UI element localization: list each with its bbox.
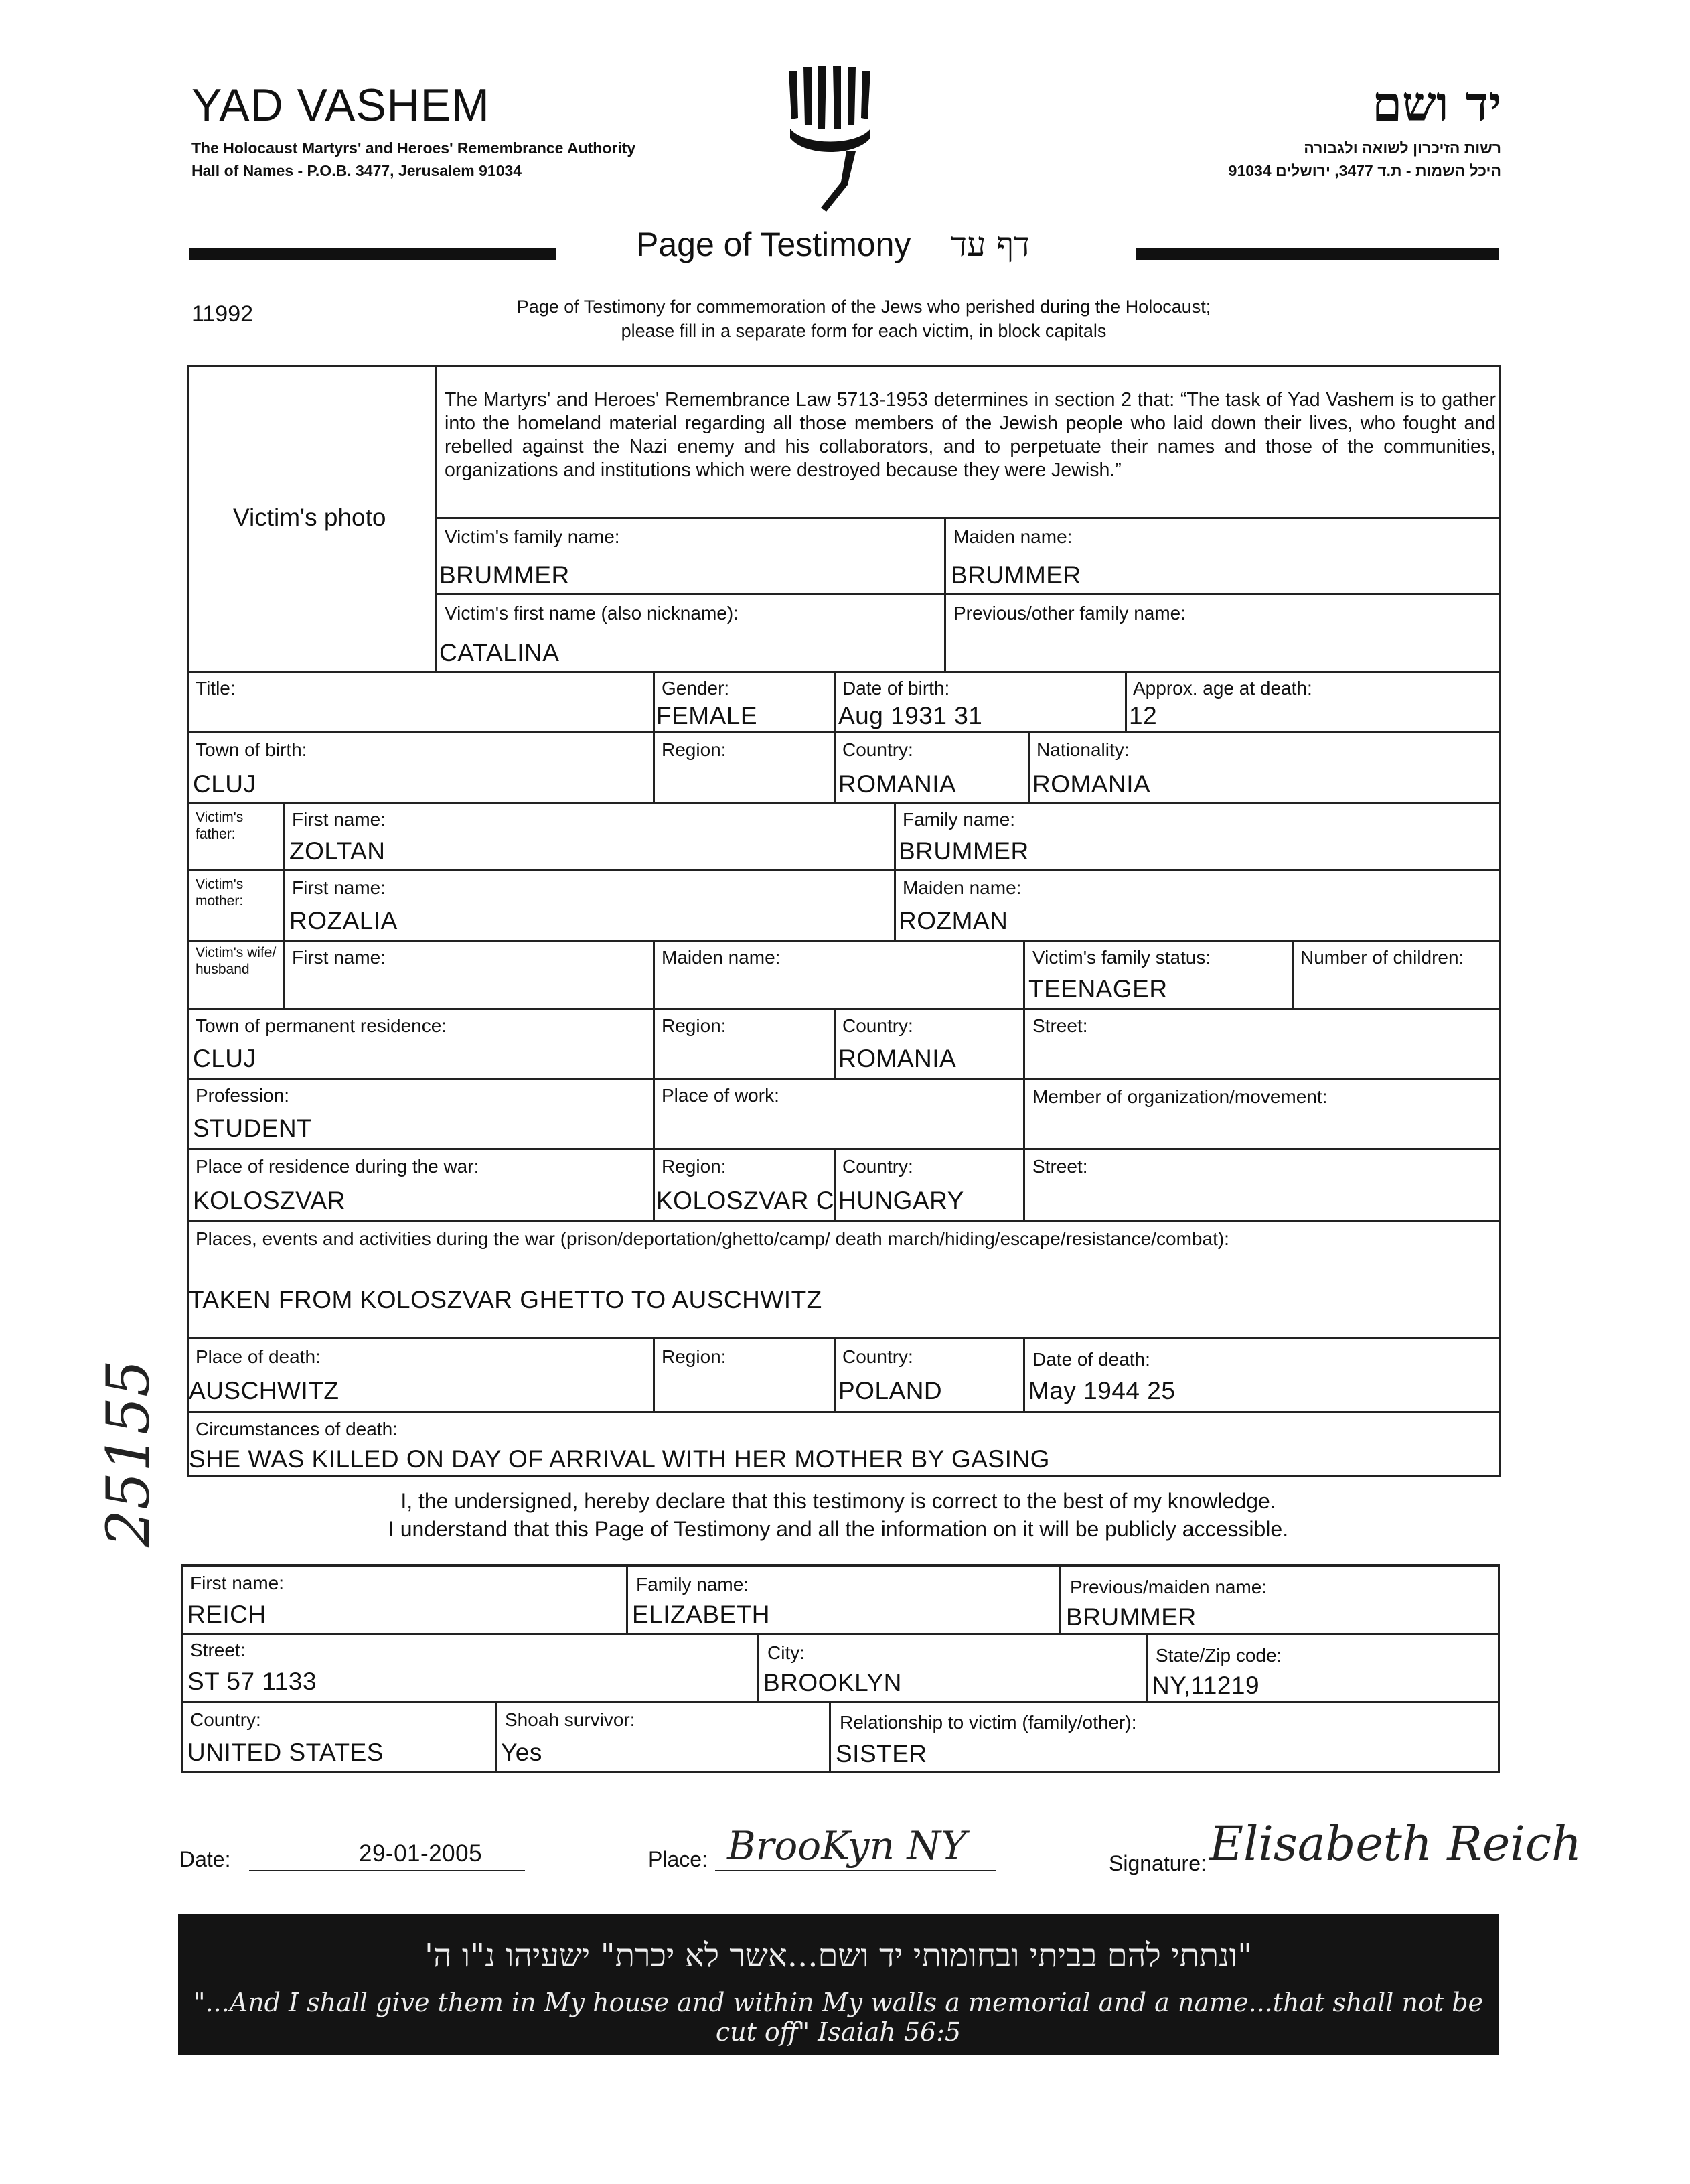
- law-text: The Martyrs' and Heroes' Remembrance Law 5713-1953 determines in section 2 that: “The task of Yad Vashem is to gather into the homeland material regarding all those members of the Jewish people who laid down their lives, who fought and rebelled against the Nazi enemy and his collaborators, and to perpetuate their names and those of the communities, organizations and institutions which were destroyed because they were Jewish.”: [445, 389, 1496, 481]
- submitter-state-zip-label: State/Zip code:: [1156, 1645, 1282, 1666]
- birth-country-label: Country:: [842, 739, 913, 760]
- date-of-death-value[interactable]: May 1944 25: [1028, 1377, 1176, 1404]
- page-title-hebrew: דף עד: [951, 225, 1030, 264]
- father-first-name-label: First name:: [292, 809, 386, 830]
- place-of-death-value[interactable]: AUSCHWITZ: [189, 1377, 339, 1404]
- war-residence-label: Place of residence during the war:: [196, 1156, 479, 1177]
- relationship-value[interactable]: SISTER: [836, 1740, 927, 1767]
- age-at-death-label: Approx. age at death:: [1133, 678, 1312, 699]
- victim-family-name-label: Victim's family name:: [445, 526, 620, 547]
- spouse-row-label: Victim's wife/ husband: [196, 945, 277, 977]
- title-label: Title:: [196, 678, 236, 699]
- signing-date[interactable]: 29-01-2005: [359, 1840, 483, 1867]
- gender-value[interactable]: FEMALE: [656, 702, 758, 729]
- org-subtitle: [191, 137, 635, 182]
- victim-previous-family-name-label: Previous/other family name:: [953, 603, 1186, 624]
- war-region-label: Region:: [662, 1156, 726, 1177]
- victim-family-name[interactable]: BRUMMER: [439, 561, 570, 589]
- form-id: 11992: [191, 301, 254, 327]
- number-of-children-label: Number of children:: [1300, 947, 1464, 968]
- signature[interactable]: Elisabeth Reich: [1209, 1816, 1582, 1871]
- circumstances-of-death-value[interactable]: SHE WAS KILLED ON DAY OF ARRIVAL WITH HER MOTHER BY GASING: [189, 1445, 1050, 1473]
- mother-first-name-label: First name:: [292, 877, 386, 898]
- birth-region-label: Region:: [662, 739, 726, 760]
- org-subtitle-hebrew-line-2: היכל השמות - ת.ד 3477, ירושלים 91034: [1228, 162, 1501, 179]
- residence-region-label: Region:: [662, 1015, 726, 1036]
- submitter-country-label: Country:: [190, 1709, 261, 1730]
- instructions-line-1: Page of Testimony for commemoration of the Jews who perished during the Holocaust;: [516, 297, 1211, 317]
- father-family-name-label: Family name:: [903, 809, 1016, 830]
- organization-label: Member of organization/movement:: [1032, 1086, 1328, 1107]
- signature-label: Signature:: [1109, 1851, 1207, 1875]
- org-subtitle-hebrew: [1229, 137, 1501, 182]
- relationship-label: Relationship to victim (family/other):: [840, 1712, 1137, 1733]
- gender-label: Gender:: [662, 678, 730, 699]
- permanent-residence-value[interactable]: CLUJ: [193, 1045, 256, 1072]
- victim-maiden-name[interactable]: BRUMMER: [951, 561, 1081, 589]
- declaration-line-1: I, the undersigned, hereby declare that this testimony is correct to the best of my knowledge.: [400, 1489, 1276, 1513]
- permanent-residence-label: Town of permanent residence:: [196, 1015, 447, 1036]
- war-events-label: Places, events and activities during the war (prison/deportation/ghetto/camp/ death march/hiding/escape/resistance/combat):: [196, 1228, 1229, 1249]
- org-name-hebrew: יד ושם: [1372, 75, 1501, 132]
- father-row-label: Victim's father:: [196, 810, 244, 842]
- title-bar-left: [189, 248, 556, 260]
- date-of-death-label: Date of death:: [1032, 1349, 1150, 1370]
- nationality-label: Nationality:: [1036, 739, 1130, 760]
- declaration: [182, 1487, 1494, 1543]
- submitter-city[interactable]: BROOKLYN: [763, 1669, 902, 1696]
- war-country-value[interactable]: HUNGARY: [838, 1187, 964, 1214]
- war-country-label: Country:: [842, 1156, 913, 1177]
- submitter-family-name[interactable]: ELIZABETH: [632, 1601, 770, 1628]
- margin-handwritten-number: 25155: [94, 1360, 163, 1547]
- father-first-name[interactable]: ZOLTAN: [289, 837, 386, 865]
- submitter-street-label: Street:: [190, 1640, 246, 1660]
- spouse-maiden-name-label: Maiden name:: [662, 947, 781, 968]
- family-status-value[interactable]: TEENAGER: [1028, 975, 1168, 1003]
- mother-maiden-name-label: Maiden name:: [903, 877, 1022, 898]
- residence-country-value[interactable]: ROMANIA: [838, 1045, 957, 1072]
- profession-label: Profession:: [196, 1085, 290, 1106]
- town-of-birth-value[interactable]: CLUJ: [193, 770, 256, 798]
- shoah-survivor-label: Shoah survivor:: [505, 1709, 635, 1730]
- instructions: [429, 295, 1299, 343]
- mother-row-label: Victim's mother:: [196, 877, 244, 909]
- father-family-name[interactable]: BRUMMER: [899, 837, 1029, 865]
- submitter-state-zip[interactable]: NY,11219: [1152, 1672, 1260, 1699]
- town-of-birth-label: Town of birth:: [196, 739, 307, 760]
- mother-maiden-name[interactable]: ROZMAN: [899, 907, 1008, 934]
- yad-vashem-logo: [777, 64, 884, 218]
- shoah-survivor-value[interactable]: Yes: [501, 1739, 542, 1766]
- age-at-death-value[interactable]: 12: [1129, 702, 1158, 729]
- war-region-value[interactable]: KOLOSZVAR C: [656, 1187, 834, 1214]
- nationality-value[interactable]: ROMANIA: [1032, 770, 1151, 798]
- war-events-value[interactable]: TAKEN FROM KOLOSZVAR GHETTO TO AUSCHWITZ: [189, 1286, 822, 1313]
- submitter-previous-name[interactable]: BRUMMER: [1066, 1603, 1197, 1631]
- victim-maiden-name-label: Maiden name:: [953, 526, 1073, 547]
- org-name: YAD VASHEM: [191, 80, 490, 131]
- circumstances-of-death-label: Circumstances of death:: [196, 1418, 398, 1439]
- residence-country-label: Country:: [842, 1015, 913, 1036]
- page-title: Page of Testimony: [636, 226, 911, 263]
- spouse-first-name-label: First name:: [292, 947, 386, 968]
- mother-first-name[interactable]: ROZALIA: [289, 907, 398, 934]
- date-of-birth-label: Date of birth:: [842, 678, 950, 699]
- org-subtitle-line-1: The Holocaust Martyrs' and Heroes' Remembrance Authority: [191, 139, 636, 157]
- quote-banner: [178, 1914, 1499, 2055]
- submitter-street[interactable]: ST 57 1133: [187, 1668, 317, 1695]
- org-subtitle-hebrew-line-1: רשות הזיכרון לשואה ולגבורה: [1304, 139, 1501, 157]
- place-of-work-label: Place of work:: [662, 1085, 779, 1106]
- victim-first-name-label: Victim's first name (also nickname):: [445, 603, 739, 624]
- submitter-country[interactable]: UNITED STATES: [187, 1739, 384, 1766]
- profession-value[interactable]: STUDENT: [193, 1114, 313, 1142]
- date-of-birth-value[interactable]: Aug 1931 31: [838, 702, 983, 729]
- family-status-label: Victim's family status:: [1032, 947, 1211, 968]
- org-subtitle-line-2: Hall of Names - P.O.B. 3477, Jerusalem 91034: [191, 162, 522, 179]
- war-residence-value[interactable]: KOLOSZVAR: [193, 1187, 345, 1214]
- instructions-line-2: please fill in a separate form for each victim, in block capitals: [621, 321, 1107, 341]
- birth-country-value[interactable]: ROMANIA: [838, 770, 957, 798]
- signing-place[interactable]: BrooKyn NY: [727, 1823, 967, 1869]
- submitter-city-label: City:: [767, 1642, 805, 1663]
- quote-hebrew: "ונתתי להם בביתי ובחומותי יד ושם...אשר לא יכרת" ישעיהו נ"ו ה': [424, 1937, 1253, 1974]
- submitter-first-name[interactable]: REICH: [187, 1601, 266, 1628]
- war-street-label: Street:: [1032, 1156, 1088, 1177]
- declaration-line-2: I understand that this Page of Testimony and all the information on it will be publicly accessible.: [388, 1517, 1289, 1541]
- title-bar-right: [1136, 248, 1499, 260]
- submitter-first-name-label: First name:: [190, 1573, 285, 1593]
- death-country-value[interactable]: POLAND: [838, 1377, 943, 1404]
- submitter-previous-name-label: Previous/maiden name:: [1070, 1577, 1268, 1597]
- place-of-death-label: Place of death:: [196, 1346, 321, 1367]
- death-region-label: Region:: [662, 1346, 726, 1367]
- quote-english: "...And I shall give them in My house and within My walls a memorial and a name...that shall not be cut off" Isaiah 56:5: [193, 1988, 1484, 2047]
- date-label: Date:: [179, 1847, 231, 1871]
- submitter-family-name-label: Family name:: [636, 1574, 749, 1595]
- victim-first-name[interactable]: CATALINA: [439, 639, 560, 666]
- victim-photo-placeholder: Victim's photo: [233, 504, 386, 531]
- death-country-label: Country:: [842, 1346, 913, 1367]
- place-label: Place:: [648, 1847, 708, 1871]
- residence-street-label: Street:: [1032, 1015, 1088, 1036]
